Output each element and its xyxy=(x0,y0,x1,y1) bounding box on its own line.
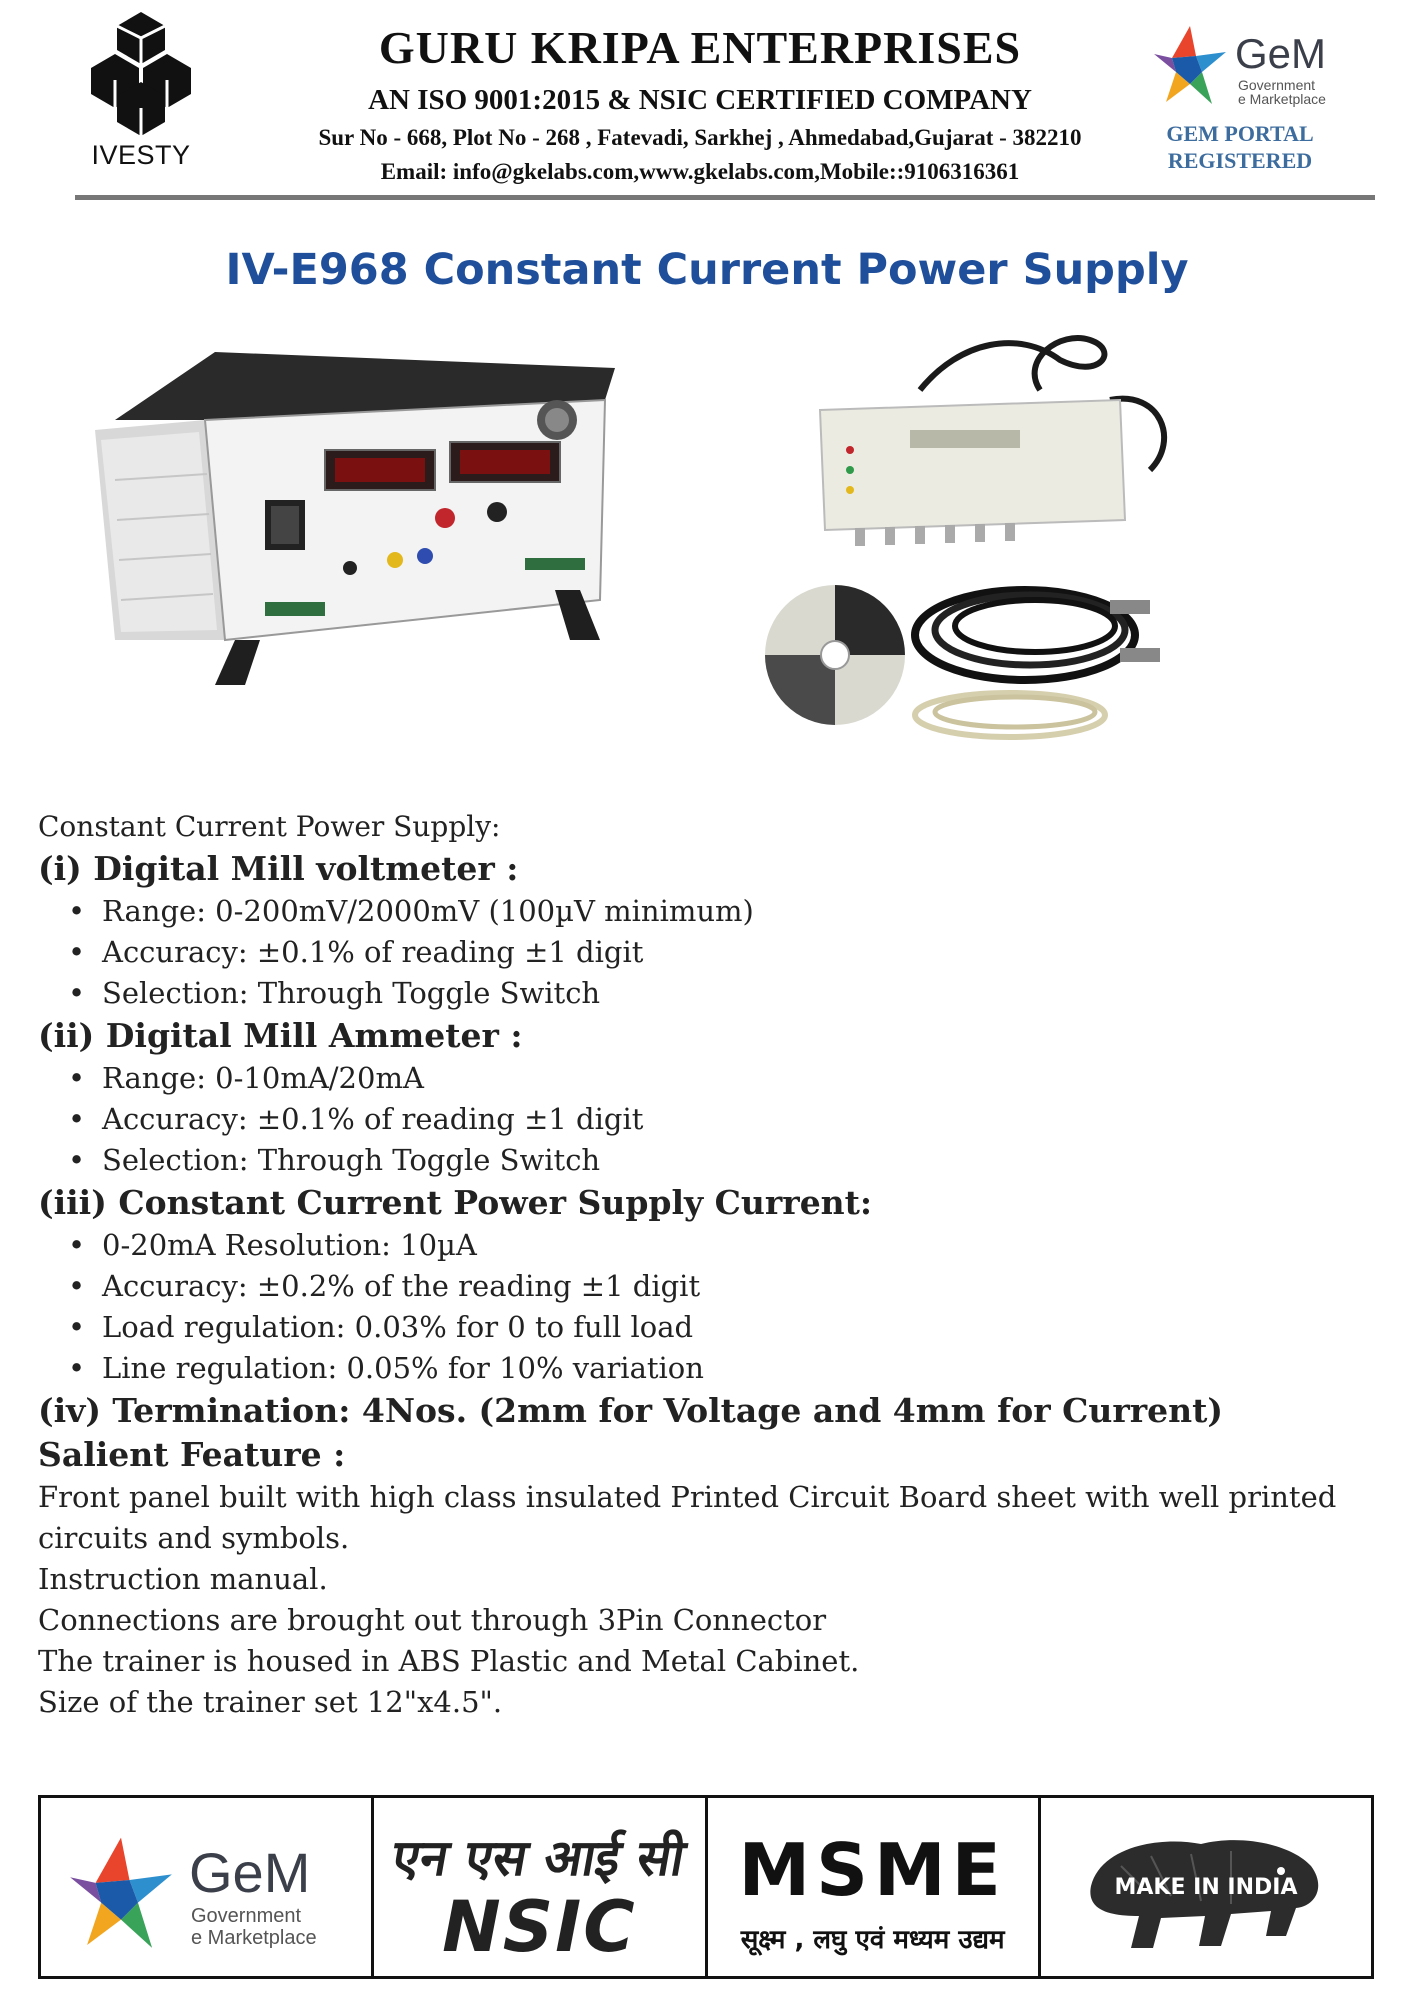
salient-line: The trainer is housed in ABS Plastic and Metal Cabinet. xyxy=(38,1644,860,1678)
list-item: • Accuracy: ±0.1% of reading ±1 digit xyxy=(38,932,1378,973)
spec-content xyxy=(38,806,1378,1723)
current-supply-heading: (iii) Constant Current Power Supply Current: xyxy=(38,1183,873,1222)
ammeter-heading: (ii) Digital Mill Ammeter : xyxy=(38,1016,523,1055)
termination-heading: (iv) Termination: 4Nos. (2mm for Voltage and 4mm for Current) xyxy=(38,1391,1224,1430)
page-header xyxy=(0,0,1414,205)
gem-star-icon xyxy=(61,1832,181,1962)
list-item: • Load regulation: 0.03% for 0 to full load xyxy=(38,1307,1378,1348)
list-item: • Line regulation: 0.05% for 10% variation xyxy=(38,1348,1378,1389)
ivesty-logo-text: IVESTY xyxy=(91,140,191,170)
gem-government-text: Government xyxy=(1238,77,1316,93)
msme-latin-text: MSME xyxy=(738,1828,1007,1912)
salient-line: Connections are brought out through 3Pin Connector xyxy=(38,1603,827,1637)
power-supply-unit-image xyxy=(95,340,615,690)
gem-portal-line1: GEM PORTAL xyxy=(1166,121,1314,146)
nsic-latin-text: NSIC xyxy=(442,1886,637,1968)
salient-line: Size of the trainer set 12"x4.5". xyxy=(38,1685,503,1719)
footer-gem-government: Government xyxy=(191,1905,302,1927)
nsic-hindi-text: एन एस आई सी xyxy=(388,1829,690,1887)
footer-msme-logo xyxy=(708,1798,1041,1976)
company-address: Sur No - 668, Plot No - 268 , Fatevadi, Sarkhej , Ahmedabad,Gujarat - 382210 xyxy=(318,125,1082,150)
list-item: • Range: 0-200mV/2000mV (100µV minimum) xyxy=(38,891,1378,932)
voltmeter-heading: (i) Digital Mill voltmeter : xyxy=(38,849,519,888)
footer-make-in-india-logo xyxy=(1041,1798,1371,1976)
header-divider xyxy=(75,195,1375,200)
salient-feature-heading: Salient Feature : xyxy=(38,1435,346,1474)
current-supply-list xyxy=(38,1225,1378,1389)
footer-gem-marketplace: e Marketplace xyxy=(191,1927,317,1949)
list-item: • Accuracy: ±0.1% of reading ±1 digit xyxy=(38,1099,1378,1140)
gem-portal-badge xyxy=(1140,22,1340,182)
company-block xyxy=(250,20,1150,189)
make-in-india-lion-icon xyxy=(1081,1826,1331,1956)
gem-marketplace-text: e Marketplace xyxy=(1238,91,1326,107)
gem-star-icon xyxy=(1150,22,1230,114)
salient-line: Front panel built with high class insulated Printed Circuit Board sheet with well printed circuits and symbols. xyxy=(38,1480,1337,1555)
list-item: • Accuracy: ±0.2% of the reading ±1 digit xyxy=(38,1266,1378,1307)
list-item: • Range: 0-10mA/20mA xyxy=(38,1058,1378,1099)
page-title: IV-E968 Constant Current Power Supply xyxy=(225,245,1189,295)
make-in-india-text: MAKE IN INDIA xyxy=(1114,1875,1298,1900)
company-name: GURU KRIPA ENTERPRISES xyxy=(378,22,1022,73)
list-item: • Selection: Through Toggle Switch xyxy=(38,973,1378,1014)
list-item: • 0-20mA Resolution: 10µA xyxy=(38,1225,1378,1266)
hall-effect-kit-image xyxy=(760,330,1210,750)
salient-line: Instruction manual. xyxy=(38,1562,328,1596)
company-contact: Email: info@gkelabs.com,www.gkelabs.com,Mobile::9106316361 xyxy=(380,159,1020,184)
footer-nsic-logo xyxy=(374,1798,707,1976)
footer-gem-word: GeM xyxy=(189,1841,311,1904)
ammeter-list xyxy=(38,1058,1378,1181)
footer-gem-logo xyxy=(41,1798,374,1976)
voltmeter-list xyxy=(38,891,1378,1014)
list-item: • Selection: Through Toggle Switch xyxy=(38,1140,1378,1181)
ivesty-logo xyxy=(70,8,212,180)
msme-hindi-text: सूक्ष्म , लघु एवं मध्यम उद्यम xyxy=(740,1925,1005,1955)
company-certification: AN ISO 9001:2015 & NSIC CERTIFIED COMPANY xyxy=(368,84,1032,116)
gem-portal-line2: REGISTERED xyxy=(1167,148,1313,173)
footer-logo-strip xyxy=(38,1795,1374,1979)
ivesty-cube-icon xyxy=(81,8,201,138)
gem-portal-registered xyxy=(1140,120,1340,174)
gem-word: GeM xyxy=(1235,30,1327,77)
spec-intro: Constant Current Power Supply: xyxy=(38,810,501,843)
